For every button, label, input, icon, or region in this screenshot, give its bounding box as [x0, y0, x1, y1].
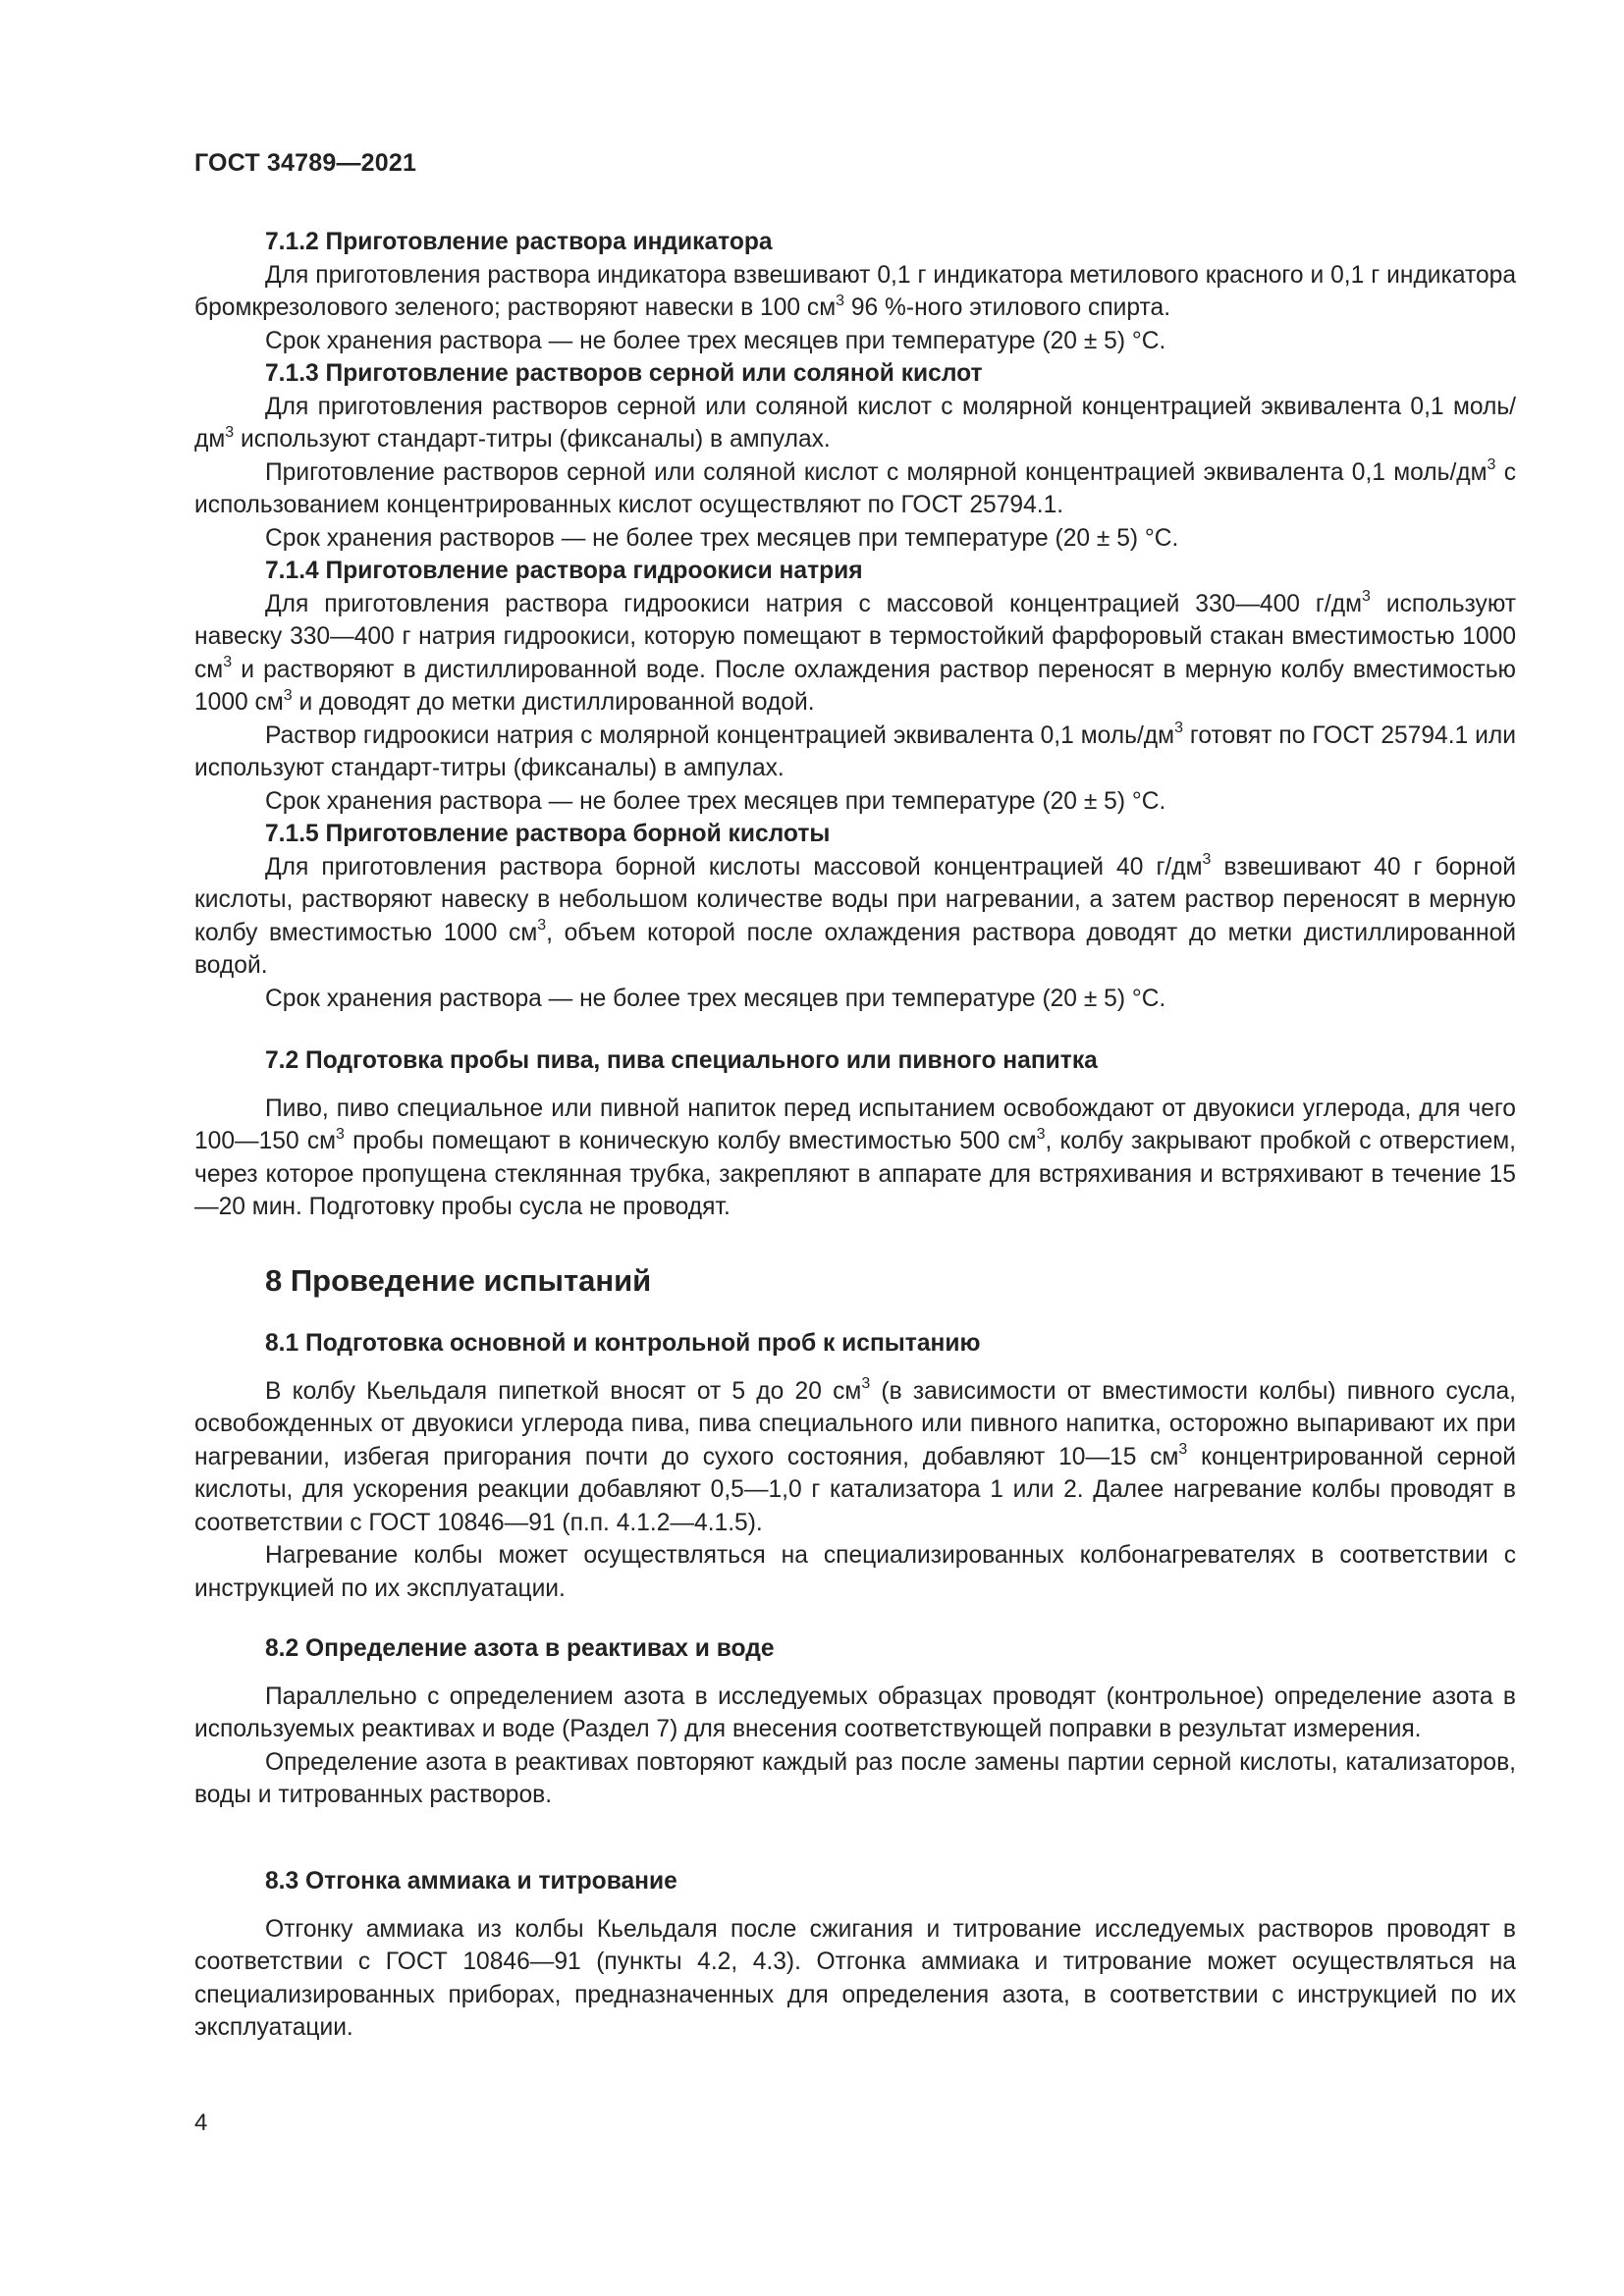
paragraph: Раствор гидроокиси натрия с молярной концентрацией эквивалента 0,1 моль/$дм^3$ готовят по ГОСТ 25794.1 или используют стандарт-титры (фиксаналы) в ампулах. [194, 720, 1516, 781]
section-8-1 [194, 1327, 1516, 1605]
section-8 [194, 1261, 1516, 1301]
heading-7-1-5: 7.1.5 Приготовление раствора борной кислоты [265, 821, 831, 847]
heading-7-1-2: 7.1.2 Приготовление раствора индикатора [265, 229, 773, 255]
paragraph: Срок хранения раствора — не более трех месяцев при температуре (20 ± 5) °С. [265, 787, 1166, 815]
paragraph: Параллельно с определением азота в исследуемых образцах проводят (контрольное) определение азота в используемых реактивах и воде (Раздел 7) для внесения соответствующей поправки в результат измерения. [194, 1682, 1516, 1742]
paragraph: Для приготовления растворов серной или соляной кислот с молярной концентрацией эквивалента 0,1 моль/$дм^3$ используют стандарт-титры (фиксаналы) в ампулах. [194, 393, 1516, 453]
paragraph: Приготовление растворов серной или соляной кислот с молярной концентрацией эквивалента 0,1 моль/$дм^3$ с использованием концентрированных кислот осуществляют по ГОСТ 25794.1. [194, 456, 1517, 518]
heading-7-1-4: 7.1.4 Приготовление раствора гидроокиси натрия [265, 558, 863, 584]
heading-7-1-3: 7.1.3 Приготовление растворов серной или соляной кислот [265, 360, 983, 387]
page-number: 4 [194, 2109, 208, 2136]
paragraph: Для приготовления раствора гидроокиси натрия с массовой концентрацией 330—400 $г/дм^3$ используют навеску 330—400 г натрия гидроокиси, которую помещают в термостойкий фарфоровый стакан вместимостью 1000 $см^3$ и растворяют в дистиллированной воде. После охлаждения раствор переносят в мерную колбу вместимостью 1000 $см^3$ и доводят до метки дистиллированной водой. [194, 588, 1516, 716]
paragraph: Срок хранения растворов — не более трех месяцев при температуре (20 ± 5) °С. [265, 524, 1179, 552]
section-7-1 [194, 226, 1516, 1015]
paragraph: Срок хранения раствора — не более трех месяцев при температуре (20 ± 5) °С. [265, 327, 1166, 354]
paragraph: Пиво, пиво специальное или пивной напиток перед испытанием освобождают от двуокиси углерода, для чего 100—150 $см^3$ пробы помещают в коническую колбу вместимостью 500 $см^3$, колбу закрывают пробкой с отверстием, через которое пропущена стеклянная трубка, закрепляют в аппарате для встряхивания и встряхивают в течение 15—20 мин. Подготовку пробы сусла не проводят. [194, 1095, 1516, 1220]
paragraph: Срок хранения раствора — не более трех месяцев при температуре (20 ± 5) °С. [265, 985, 1166, 1012]
heading-8: 8 Проведение испытаний [265, 1263, 652, 1298]
heading-8-3: 8.3 Отгонка аммиака и титрование [265, 1868, 677, 1895]
paragraph: Для приготовления раствора борной кислоты массовой концентрацией 40 $г/дм^3$ взвешивают 40 г борной кислоты, растворяют навеску в небольшом количестве воды при нагревании, а затем раствор переносят в мерную колбу вместимостью 1000 $см^3$, объем которой после охлаждения раствора доводят до метки дистиллированной водой. [194, 851, 1517, 979]
section-8-3 [194, 1865, 1516, 2045]
heading-8-2: 8.2 Определение азота в реактивах и воде [265, 1635, 775, 1662]
paragraph: Нагревание колбы может осуществляться на специализированных колбонагревателях в соответствии с инструкцией по их эксплуатации. [194, 1542, 1516, 1602]
heading-8-1: 8.1 Подготовка основной и контрольной проб к испытанию [265, 1330, 981, 1357]
section-8-2 [194, 1632, 1516, 1812]
paragraph: В колбу Кьельдаля пипеткой вносят от 5 до 20 $см^3$ (в зависимости от вместимости колбы) пивного сусла, освобожденных от двуокиси углерода пива, пива специального или пивного напитка, осторожно выпаривают их при нагревании, избегая пригорания почти до сухого состояния, добавляют 10—15 $см^3$ концентрированной серной кислоты, для ускорения реакции добавляют 0,5—1,0 г катализатора 1 или 2. Далее нагревание колбы проводят в соответствии с ГОСТ 10846—91 (п.п. 4.1.2—4.1.5). [194, 1375, 1517, 1536]
heading-7-2: 7.2 Подготовка пробы пива, пива специального или пивного напитка [265, 1047, 1098, 1074]
section-7-2 [194, 1044, 1516, 1224]
paragraph: Для приготовления раствора индикатора взвешивают 0,1 г индикатора метилового красного и 0,1 г индикатора бромкрезолового зеленого; растворяют навески в 100 $см^3$ 96 %-ного этилового спирта. [194, 261, 1516, 321]
running-header: ГОСТ 34789—2021 [194, 149, 417, 177]
paragraph: Определение азота в реактивах повторяют каждый раз после замены партии серной кислоты, катализаторов, воды и титрованных растворов. [194, 1748, 1516, 1808]
paragraph: Отгонку аммиака из колбы Кьельдаля после сжигания и титрование исследуемых растворов проводят в соответствии с ГОСТ 10846—91 (пункты 4.2, 4.3). Отгонка аммиака и титрование может осуществляться на специализированных приборах, предназначенных для определения азота, в соответствии с инструкцией по их эксплуатации. [194, 1915, 1516, 2041]
